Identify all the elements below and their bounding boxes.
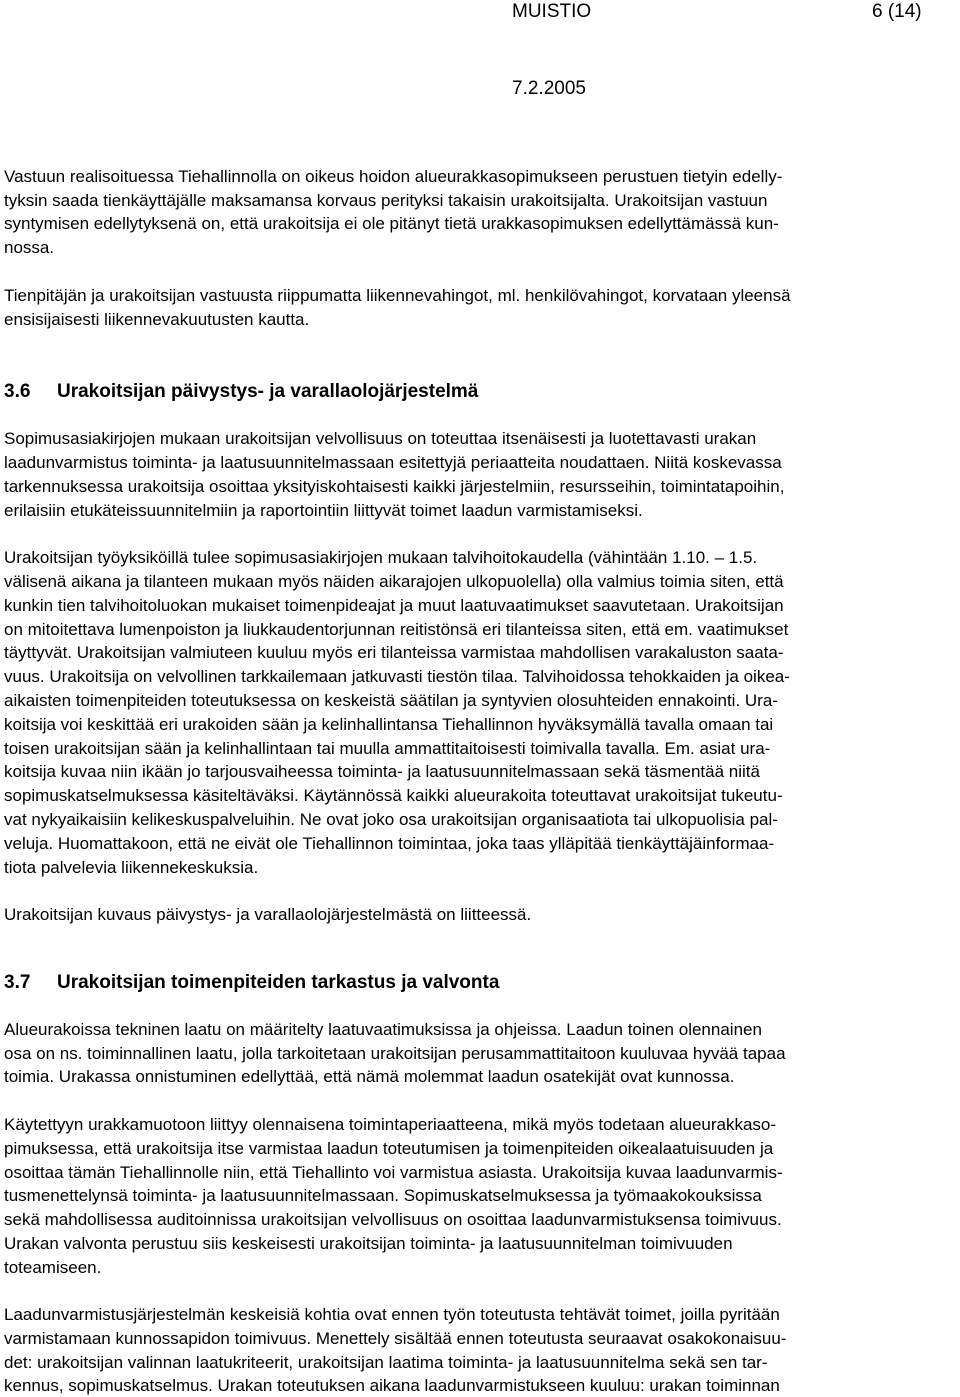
text-line: tarkennuksessa urakoitsija osoittaa yksityiskohtaisesti kaikki järjestelmiin, resursseihin, toimintatapoihin, [4,477,785,496]
text-line: koitsija voi keskittää eri urakoiden sään ja kelinhallintansa Tiehallinnon hyväksymällä tavalla omaan tai [4,715,774,734]
text-line: pimuksessa, että urakoitsija itse varmistaa laadun toteutumisen ja toimenpiteiden oikealaatuisuuden ja [4,1139,774,1158]
text-line: koitsija kuvaa niin ikään jo tarjousvaiheessa toiminta- ja laatusuunnitelmassaan sekä täsmentää niitä [4,762,760,781]
document-date: 7.2.2005 [512,78,586,99]
text-line: osa on ns. toiminnallinen laatu, jolla tarkoitetaan urakoitsijan perusammattitaitoon kuuluvaa hyvää tapaa [4,1044,786,1063]
text-line: tusmenettelynsä toiminta- ja laatusuunnitelmassaan. Sopimuskatselmuksessa ja työmaakokouksissa [4,1186,762,1205]
page-number: 6 (14) [872,1,922,22]
text-line: Urakoitsijan kuvaus päivystys- ja varallaolojärjestelmästä on liitteessä. [4,905,532,924]
text-line: ensisijaisesti liikennevakuutusten kautta. [4,310,310,329]
text-line: nossa. [4,238,55,257]
text-line: toimia. Urakassa onnistuminen edellyttää, että nämä molemmat laadun osatekijät ovat kunnossa. [4,1067,735,1086]
text-line: Sopimusasiakirjojen mukaan urakoitsijan velvollisuus on toteuttaa itsenäisesti ja luotettavasti urakan [4,429,757,448]
text-line: det: urakoitsijan valinnan laatukriteerit, urakoitsijan laatima toiminta- ja laatusuunnitelma sekä sen tar- [4,1353,768,1372]
document-type: MUISTIO [512,1,592,22]
text-line: Vastuun realisoituessa Tiehallinnolla on oikeus hoidon alueurakkasopimukseen perustuen tietyin edelly- [4,167,783,186]
text-line: veluja. Huomattakoon, että ne eivät ole Tiehallinnon toimintaa, joka taas ylläpitää tienkäyttäjäinformaa- [4,834,775,853]
text-line: sekä mahdollisessa auditoinnissa urakoitsijan velvollisuus on osoittaa laadunvarmistuksensa toimivuus. [4,1210,782,1229]
text-line: tiota palvelevia liikennekeskuksia. [4,858,259,877]
text-line: tyksin saada tienkäyttäjälle maksamansa korvaus perityksi takaisin urakoitsijalta. Urakoitsijan vastuun [4,191,768,210]
text-line: Urakan valvonta perustuu siis keskeisesti urakoitsijan toiminta- ja laatusuunnitelman toimivuuden [4,1234,733,1253]
text-line: Alueurakoissa tekninen laatu on määritelty laatuvaatimuksissa ja ohjeissa. Laadun toinen olennainen [4,1020,762,1039]
text-line: syntymisen edellytyksenä on, että urakoitsija ei ole pitänyt tietä urakkasopimuksen edellyttämässä kun- [4,214,779,233]
text-line: välisenä aikana ja tilanteen mukaan myös näiden aikarajojen ulkopuolella) olla valmius toimia siten, että [4,572,784,591]
text-line: osoittaa tämän Tiehallinnolle niin, että Tiehallinto voi varmistua asiasta. Urakoitsija kuvaa laadunvarmis- [4,1163,783,1182]
text-line: sopimuskatselmuksessa käsiteltäväksi. Käytännössä kaikki alueurakoita toteuttavat urakoitsijat tukeutu- [4,786,783,805]
text-line: erilaisiin etukäteissuunnitelmiin ja raportointiin liittyvät toimet laadun varmistamiseksi. [4,501,643,520]
text-line: vuus. Urakoitsija on velvollinen tarkkailemaan jatkuvasti tiestön tilaa. Talvihoidossa tehokkaiden ja oikea- [4,667,790,686]
section-title: Urakoitsijan toimenpiteiden tarkastus ja valvonta [57,972,500,993]
text-line: laadunvarmistus toiminta- ja laatusuunnitelmassaan esitettyjä periaatteita noudattaen. Niitä koskevassa [4,453,782,472]
text-line: aikaisten toimenpiteiden toteutuksessa on keskeistä säätilan ja syntyvien olosuhteiden ennakointi. Ura- [4,691,778,710]
text-line: Urakoitsijan työyksiköillä tulee sopimusasiakirjojen mukaan talvihoitokaudella (vähintään 1.10. – 1.5. [4,548,758,567]
text-line: varmistamaan kunnossapidon toimivuus. Menettely sisältää ennen toteutusta seuraavat osakokonaisuu- [4,1329,787,1348]
text-line: vat nykyaikaisiin kelikeskuspalveluihin. Ne ovat joko osa urakoitsijan organisaatiota tai ulkopuolisia pal- [4,810,778,829]
section-title: Urakoitsijan päivystys- ja varallaolojärjestelmä [57,381,479,402]
text-line: Tienpitäjän ja urakoitsijan vastuusta riippumatta liikennevahingot, ml. henkilövahingot, korvataan yleensä [4,286,791,305]
section-number: 3.7 [4,972,31,993]
text-line: Laadunvarmistusjärjestelmän keskeisiä kohtia ovat ennen työn toteutusta tehtävät toimet, joilla pyritään [4,1305,780,1324]
section-number: 3.6 [4,381,31,402]
text-line: Käytettyyn urakkamuotoon liittyy olennaisena toimintaperiaatteena, mikä myös todetaan alueurakkaso- [4,1115,777,1134]
text-line: kunkin tien talvihoitoluokan mukaiset toimenpideajat ja muut laatuvaatimukset saavutetaan. Urakoitsijan [4,596,784,615]
text-line: toisen urakoitsijan sään ja kelinhallintaan tai muulla ammattitaitoisesti toimivalla tavalla. Em. asiat ura- [4,739,771,758]
text-line: täyttyvät. Urakoitsijan valmiuteen kuuluu myös eri tilanteissa varmistaa mahdollisen varakaluston saata- [4,643,784,662]
text-line: on mitoitettava lumenpoiston ja liukkaudentorjunnan reitistönsä eri tilanteissa siten, että em. vaatimukset [4,620,789,639]
text-line: toteamiseen. [4,1258,102,1277]
text-line: kennus, sopimuskatselmus. Urakan toteutuksen aikana laadunvarmistukseen kuuluu: urakan toiminnan [4,1376,780,1395]
